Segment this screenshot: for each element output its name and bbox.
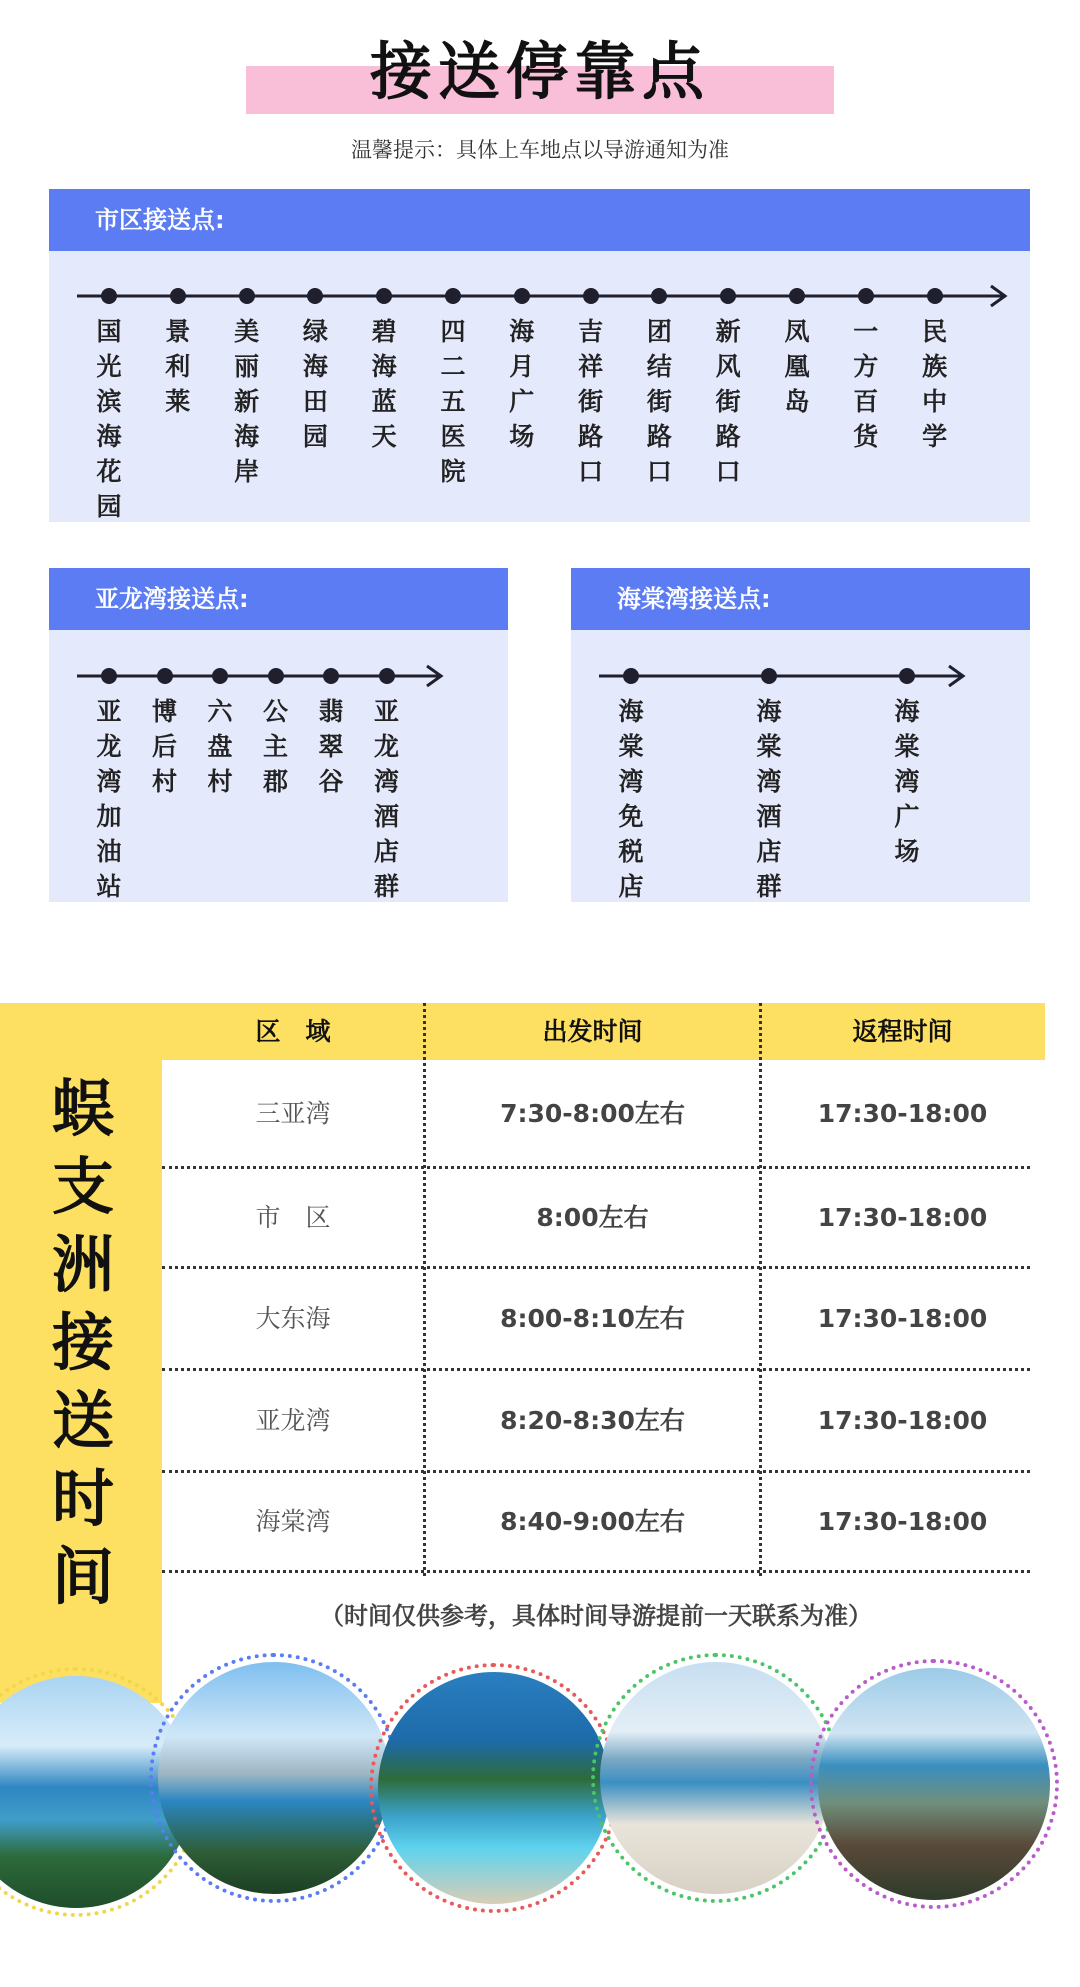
cell-depart: 8:00-8:10左右 <box>500 1304 685 1333</box>
stop-name: 凤凰岛 <box>784 317 810 416</box>
cell-depart: 8:20-8:30左右 <box>500 1406 685 1435</box>
stop-dot <box>239 288 255 304</box>
stop-dot <box>212 668 228 684</box>
stop-name: 碧海蓝天 <box>371 317 397 451</box>
cell-return: 17:30-18:00 <box>817 1304 988 1333</box>
stop-name: 海棠湾酒店群 <box>756 697 782 901</box>
cell-return: 17:30-18:00 <box>817 1507 988 1536</box>
stop-name: 团结街路口 <box>646 317 672 486</box>
cell-return: 17:30-18:00 <box>817 1099 988 1128</box>
cell-depart: 8:40-9:00左右 <box>500 1507 685 1536</box>
schedule-note: （时间仅供参考，具体时间导游提前一天联系为准） <box>320 1602 872 1630</box>
stop-name: 美丽新海岸 <box>234 317 260 486</box>
yalong-panel <box>49 568 508 902</box>
cell-region: 市 区 <box>255 1203 331 1232</box>
header-depart: 出发时间 <box>542 1017 643 1046</box>
city-panel-title: 市区接送点: <box>95 206 225 234</box>
cell-region: 亚龙湾 <box>255 1406 331 1435</box>
row-divider <box>162 1570 1030 1573</box>
stop-dot <box>927 288 943 304</box>
stop-dot <box>789 288 805 304</box>
stop-dot <box>323 668 339 684</box>
stop-name: 绿海田园 <box>302 317 328 451</box>
stop-name: 博后村 <box>151 697 177 796</box>
stop-name: 翡翠谷 <box>318 697 344 796</box>
stop-name: 海月广场 <box>509 317 535 451</box>
haitang-panel <box>571 568 1030 902</box>
cell-depart: 7:30-8:00左右 <box>500 1099 685 1128</box>
stop-name: 国光滨海花园 <box>96 317 122 521</box>
photo-ring <box>809 1659 1059 1909</box>
photo-ring <box>369 1663 619 1913</box>
stop-dot <box>101 288 117 304</box>
stop-dot <box>101 668 117 684</box>
cell-region: 大东海 <box>255 1304 331 1333</box>
cell-return: 17:30-18:00 <box>817 1203 988 1232</box>
stop-name: 亚龙湾加油站 <box>96 697 122 901</box>
stop-dot <box>445 288 461 304</box>
stop-dot <box>761 668 777 684</box>
stop-dot <box>379 668 395 684</box>
stop-name: 一方百货 <box>853 317 879 451</box>
photo-ring <box>591 1653 841 1903</box>
cell-depart: 8:00左右 <box>536 1203 649 1232</box>
cell-return: 17:30-18:00 <box>817 1406 988 1435</box>
stop-dot <box>268 668 284 684</box>
schedule-side-title: 蜈支洲接送时间 <box>51 1072 114 1613</box>
cell-region: 三亚湾 <box>255 1099 331 1128</box>
stop-dot <box>170 288 186 304</box>
city-panel <box>49 189 1030 522</box>
header-return: 返程时间 <box>852 1017 953 1046</box>
haitang-panel-title: 海棠湾接送点: <box>617 585 771 613</box>
stop-name: 公主郡 <box>262 697 288 796</box>
stop-name: 景利莱 <box>165 317 191 416</box>
stop-dot <box>514 288 530 304</box>
page-title: 接送停靠点 <box>369 35 710 108</box>
photo-ring <box>149 1653 399 1903</box>
header-region: 区 域 <box>255 1017 331 1046</box>
stop-name: 六盘村 <box>207 697 233 796</box>
stop-name: 吉祥街路口 <box>578 317 604 486</box>
yalong-panel-title: 亚龙湾接送点: <box>95 585 249 613</box>
stop-dot <box>858 288 874 304</box>
stop-dot <box>623 668 639 684</box>
stop-name: 新风街路口 <box>715 317 741 486</box>
hint-text: 温馨提示：具体上车地点以导游通知为准 <box>351 138 729 162</box>
stop-dot <box>157 668 173 684</box>
stop-name: 海棠湾广场 <box>894 697 920 866</box>
stop-name: 海棠湾免税店 <box>618 697 644 901</box>
stop-name: 亚龙湾酒店群 <box>373 697 399 901</box>
stop-dot <box>899 668 915 684</box>
cell-region: 海棠湾 <box>255 1507 331 1536</box>
stop-dot <box>583 288 599 304</box>
stop-name: 四二五医院 <box>440 317 466 486</box>
stop-name: 民族中学 <box>922 317 948 451</box>
